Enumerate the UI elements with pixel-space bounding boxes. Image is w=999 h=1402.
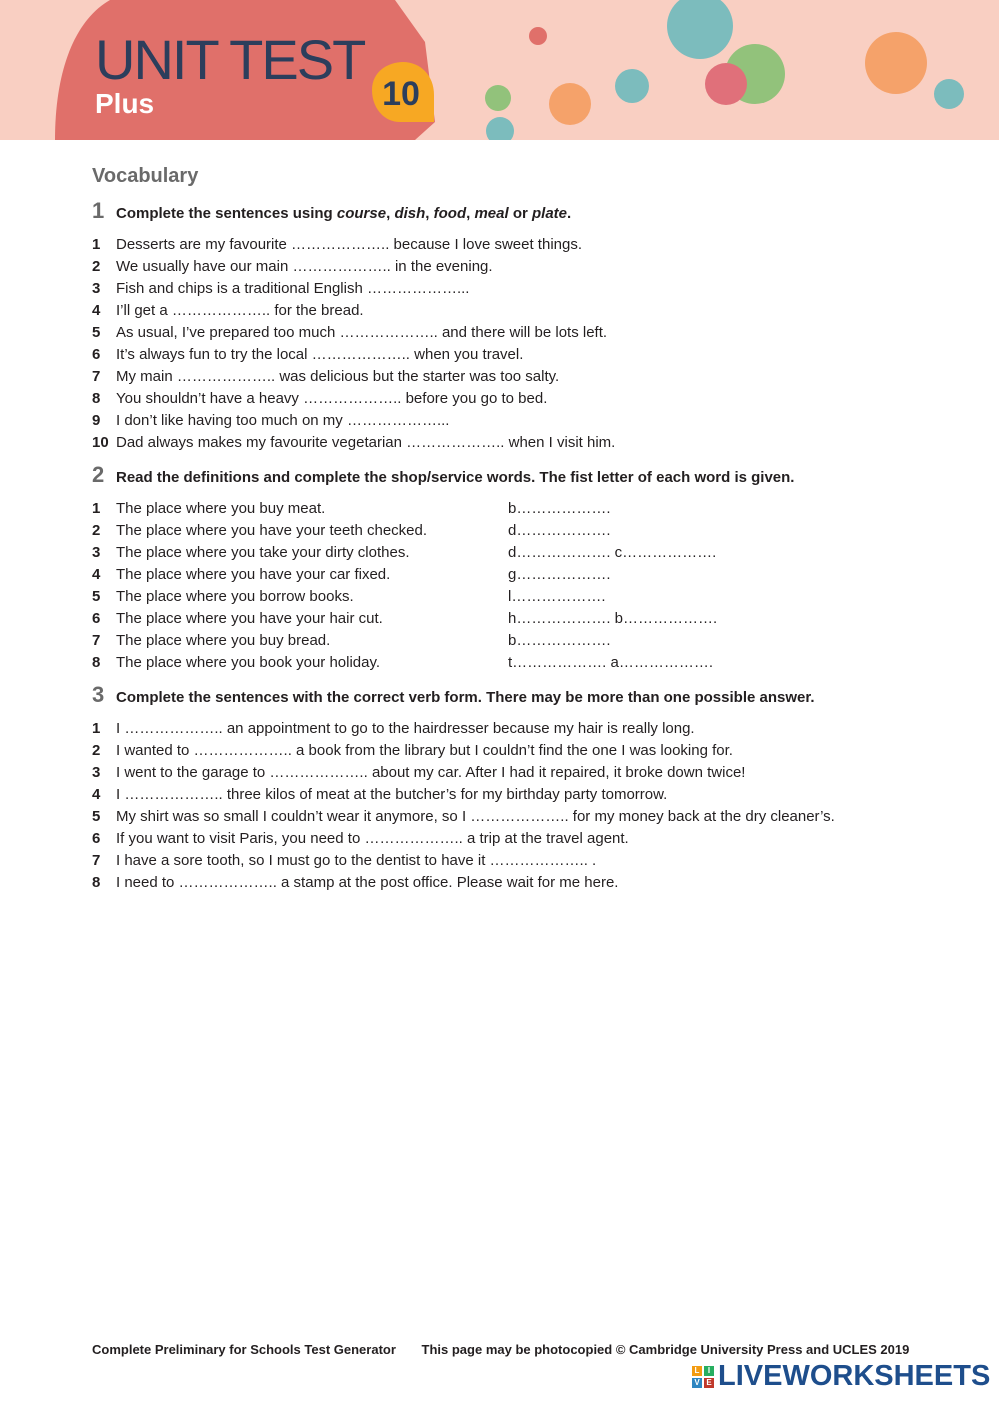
- bubble: [705, 63, 747, 105]
- list-item: [92, 608, 912, 630]
- item-number: 3: [92, 764, 101, 781]
- page-footer: [92, 1342, 909, 1357]
- item-number: 6: [92, 610, 101, 627]
- item-number: 7: [92, 368, 101, 385]
- exercise-instruction: Complete the sentences with the correct verb form. There may be more than one possible answer.: [116, 689, 815, 706]
- exercise-3-heading: [92, 682, 912, 708]
- answer-blank[interactable]: d………………. c……………….: [508, 544, 717, 561]
- logo-text: LIVEWORKSHEETS: [718, 1360, 991, 1392]
- exercise-1-items: [92, 234, 912, 454]
- bubble: [549, 83, 591, 125]
- answer-blank[interactable]: t………………. a……………….: [508, 654, 714, 671]
- item-text: Dad always makes my favourite vegetarian ……………….. when I visit him.: [116, 434, 616, 451]
- list-item: [92, 850, 912, 872]
- item-text: The place where you book your holiday.: [116, 654, 381, 671]
- item-text: The place where you have your teeth checked.: [116, 522, 428, 539]
- list-item: [92, 828, 912, 850]
- item-number: 3: [92, 544, 101, 561]
- item-text: Desserts are my favourite ……………….. because I love sweet things.: [116, 236, 583, 253]
- answer-blank[interactable]: b……………….: [508, 500, 611, 517]
- item-text: As usual, I’ve prepared too much ……………….. and there will be lots left.: [116, 324, 608, 341]
- item-number: 5: [92, 808, 101, 825]
- bubble: [615, 69, 649, 103]
- list-item: [92, 388, 912, 410]
- item-text: If you want to visit Paris, you need to ……………….. a trip at the travel agent.: [116, 830, 629, 847]
- item-number: 9: [92, 412, 101, 429]
- item-text: Fish and chips is a traditional English ………………...: [116, 280, 470, 297]
- answer-blank[interactable]: h………………. b……………….: [508, 610, 718, 627]
- list-item: [92, 564, 912, 586]
- answer-blank[interactable]: d……………….: [508, 522, 611, 539]
- item-text: The place where you buy meat.: [116, 500, 326, 517]
- exercise-number: 2: [92, 462, 105, 487]
- item-text: The place where you borrow books.: [116, 588, 354, 605]
- item-number: 1: [92, 236, 101, 253]
- page-subtitle: Plus: [95, 88, 155, 119]
- item-text: I don’t like having too much on my ………………...: [116, 412, 450, 429]
- list-item: [92, 432, 912, 454]
- bubble: [934, 79, 964, 109]
- item-number: 5: [92, 588, 101, 605]
- exercise-2-items: [92, 498, 912, 674]
- item-number: 6: [92, 346, 101, 363]
- footer-copyright: This page may be photocopied © Cambridge University Press and UCLES 2019: [421, 1342, 910, 1357]
- exercise-1-heading: [92, 198, 912, 224]
- item-number: 5: [92, 324, 101, 341]
- item-text: You shouldn’t have a heavy ……………….. before you go to bed.: [116, 390, 548, 407]
- page-title: UNIT TEST: [95, 28, 365, 91]
- list-item: [92, 410, 912, 432]
- item-number: 1: [92, 500, 101, 517]
- section-title: Vocabulary: [92, 165, 199, 187]
- list-item: [92, 300, 912, 322]
- exercise-3-items: [92, 718, 912, 894]
- item-text: I need to ……………….. a stamp at the post office. Please wait for me here.: [116, 874, 619, 891]
- item-text: I went to the garage to ……………….. about my car. After I had it repaired, it broke down twice!: [116, 764, 746, 781]
- item-text: The place where you take your dirty clothes.: [116, 544, 410, 561]
- exercise-2-heading: [92, 462, 912, 488]
- logo-letter: E: [704, 1378, 714, 1388]
- exercise-instruction: Read the definitions and complete the shop/service words. The fist letter of each word is given.: [116, 469, 795, 486]
- item-number: 3: [92, 280, 101, 297]
- item-number: 1: [92, 720, 101, 737]
- worksheet-content: [92, 165, 912, 894]
- item-text: I ……………….. an appointment to go to the hairdresser because my hair is really long.: [116, 720, 695, 737]
- logo-letter: L: [692, 1366, 702, 1376]
- list-item: [92, 652, 912, 674]
- list-item: [92, 256, 912, 278]
- liveworksheets-logo[interactable]: [692, 1362, 990, 1391]
- bubble: [667, 0, 733, 59]
- list-item: [92, 872, 912, 894]
- list-item: [92, 630, 912, 652]
- list-item: [92, 784, 912, 806]
- logo-letter: V: [692, 1378, 702, 1388]
- item-text: The place where you have your car fixed.: [116, 566, 391, 583]
- unit-number-badge: 10: [382, 75, 420, 113]
- bubble: [529, 27, 547, 45]
- list-item: [92, 586, 912, 608]
- list-item: [92, 520, 912, 542]
- item-text: I ……………….. three kilos of meat at the butcher’s for my birthday party tomorrow.: [116, 786, 668, 803]
- list-item: [92, 234, 912, 256]
- bubble: [486, 117, 514, 140]
- list-item: [92, 366, 912, 388]
- footer-left-text: Complete Preliminary for Schools Test Generator: [92, 1342, 396, 1357]
- answer-blank[interactable]: b……………….: [508, 632, 611, 649]
- item-number: 4: [92, 302, 101, 319]
- item-number: 8: [92, 390, 101, 407]
- list-item: [92, 322, 912, 344]
- bubble: [485, 85, 511, 111]
- item-text: I have a sore tooth, so I must go to the dentist to have it ……………….. .: [116, 852, 597, 869]
- item-text: I’ll get a ……………….. for the bread.: [116, 302, 364, 319]
- list-item: [92, 740, 912, 762]
- list-item: [92, 344, 912, 366]
- item-text: It’s always fun to try the local ……………….. when you travel.: [116, 346, 524, 363]
- logo-letter: I: [704, 1366, 714, 1376]
- item-text: My main ……………….. was delicious but the starter was too salty.: [116, 368, 560, 385]
- answer-blank[interactable]: g……………….: [508, 566, 611, 583]
- logo-grid-icon: [692, 1366, 714, 1388]
- item-text: The place where you buy bread.: [116, 632, 331, 649]
- item-text: We usually have our main ……………….. in the evening.: [116, 258, 493, 275]
- list-item: [92, 278, 912, 300]
- item-number: 4: [92, 566, 101, 583]
- bubble: [865, 32, 927, 94]
- list-item: [92, 806, 912, 828]
- item-number: 7: [92, 632, 101, 649]
- item-number: 2: [92, 258, 101, 275]
- item-number: 8: [92, 874, 101, 891]
- item-number: 2: [92, 742, 101, 759]
- item-text: The place where you have your hair cut.: [116, 610, 383, 627]
- exercise-number: 1: [92, 198, 105, 223]
- item-number: 7: [92, 852, 101, 869]
- list-item: [92, 762, 912, 784]
- list-item: [92, 498, 912, 520]
- item-number: 10: [92, 434, 109, 451]
- item-text: My shirt was so small I couldn’t wear it anymore, so I ……………….. for my money back at the dry cleaner’s.: [116, 808, 835, 825]
- item-text: I wanted to ……………….. a book from the library but I couldn’t find the one I was looking for.: [116, 742, 733, 759]
- list-item: [92, 542, 912, 564]
- item-number: 2: [92, 522, 101, 539]
- list-item: [92, 718, 912, 740]
- exercise-instruction: Complete the sentences using course, dish, food, meal or plate.: [116, 205, 572, 222]
- item-number: 6: [92, 830, 101, 847]
- item-number: 4: [92, 786, 101, 803]
- exercise-number: 3: [92, 682, 105, 707]
- answer-blank[interactable]: l……………….: [508, 588, 606, 605]
- header-banner: [0, 0, 999, 140]
- item-number: 8: [92, 654, 101, 671]
